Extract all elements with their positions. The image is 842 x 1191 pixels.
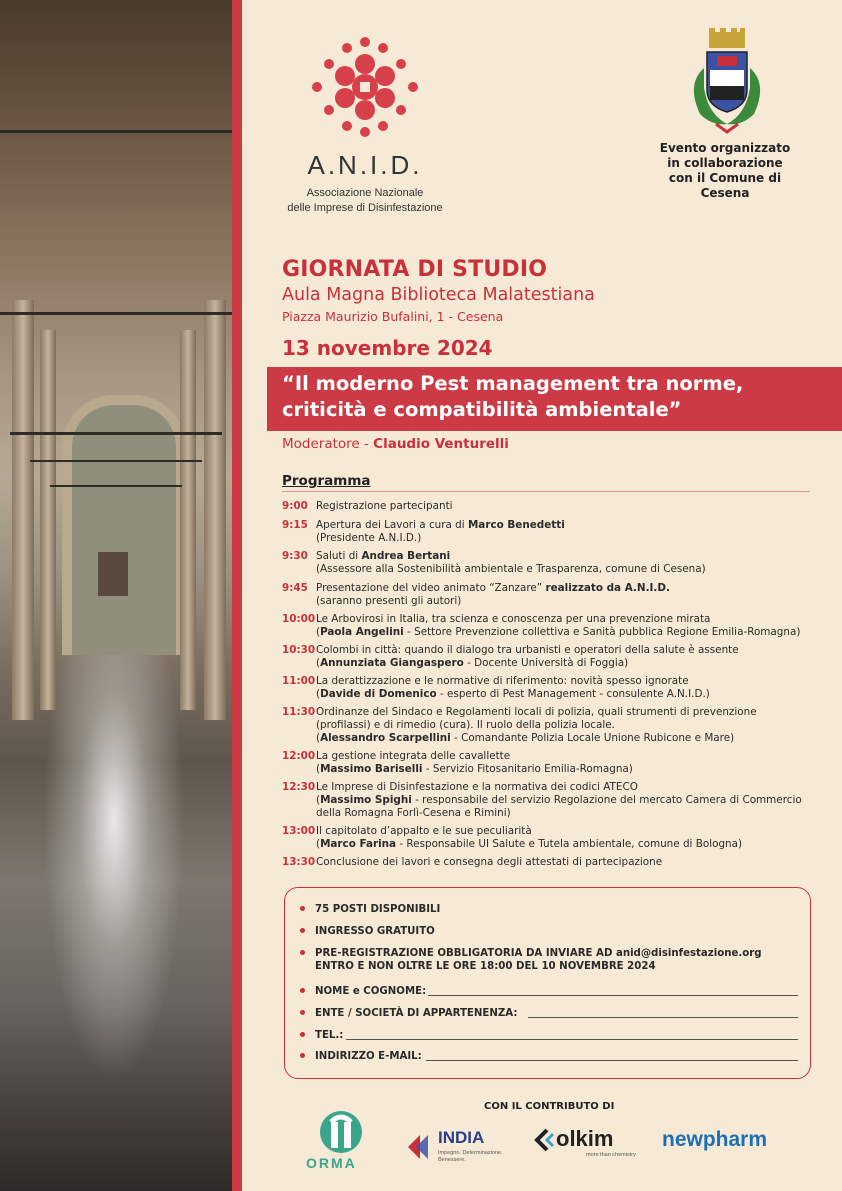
phone-field-line[interactable] <box>346 1039 798 1040</box>
form-field-email <box>300 1050 422 1063</box>
program-speaker: Andrea Bertani <box>361 550 451 562</box>
bullet-icon <box>300 1032 305 1037</box>
anid-subtitle-2: delle Imprese di Disinfestazione <box>287 202 443 214</box>
india-tagline: Impegno. Determinazione. Benessere. <box>438 1150 503 1163</box>
ceiling-beam <box>0 130 232 133</box>
program-speaker: Massimo Bariselli <box>320 763 423 775</box>
wall-painting <box>98 552 128 596</box>
kolkim-label: olkim <box>556 1126 614 1151</box>
bullet-icon <box>300 1053 305 1058</box>
moderator-label: Moderatore - <box>282 436 374 452</box>
program-time: 9:15 <box>282 519 308 531</box>
email-field-label: INDIRIZZO E-MAIL: <box>315 1051 422 1062</box>
seats-available: 75 POSTI DISPONIBILI <box>315 904 441 915</box>
registration-item <box>300 947 762 973</box>
cesena-coat-of-arms-icon <box>682 28 772 136</box>
program-text: Colombi in città: quando il dialogo tra urbanisti e operatori della salute è assente <box>316 644 739 656</box>
column-left-1 <box>12 300 34 720</box>
program-text: Ordinanze del Sindaco e Regolamenti locali di polizia, quali strumenti di prevenzione <box>316 706 757 718</box>
program-text: Presentazione del video animato “Zanzare” <box>316 582 546 594</box>
program-role: (Presidente A.N.I.D.) <box>316 532 422 544</box>
orma-label: ORMA <box>306 1155 357 1171</box>
program-text: Le Arbovirosi in Italia, tra scienza e conoscenza per una prevenzione mirata <box>316 613 711 625</box>
free-entry: INGRESSO GRATUITO <box>315 926 435 937</box>
program-text: (profilassi) e di rimedio (cura). Il ruolo della polizia locale. <box>316 719 615 731</box>
kolkim-tagline: more than chemistry <box>586 1152 636 1158</box>
moderator <box>282 436 509 452</box>
kolkim-logo-icon <box>533 1128 555 1152</box>
program-speaker: realizzato da A.N.I.D. <box>545 582 670 594</box>
program-time: 9:30 <box>282 550 308 562</box>
program-speaker: Marco Benedetti <box>467 519 565 531</box>
program-time: 13:30 <box>282 856 316 868</box>
program-speaker: Davide di Domenico <box>320 688 437 700</box>
moderator-name: Claudio Venturelli <box>373 436 509 452</box>
name-field-label: NOME e COGNOME: <box>315 986 427 997</box>
organizer-note <box>650 141 800 201</box>
program-text: La derattizzazione e le normative di riferimento: novità spesso ignorate <box>316 675 689 687</box>
program-heading: Programma <box>282 473 371 489</box>
program-role: (saranno presenti gli autori) <box>316 595 462 607</box>
program-role: - Responsabile UI Salute e Tutela ambientale, comune di Bologna) <box>396 838 743 850</box>
program-text: Saluti di <box>316 550 362 562</box>
organizer-line-1: Evento organizzato <box>659 141 791 155</box>
preregistration-deadline: ENTRO E NON OLTRE LE ORE 18:00 DEL 10 NOVEMBRE 2024 <box>315 961 656 972</box>
india-label: INDIA <box>438 1128 485 1147</box>
registration-item <box>300 925 435 938</box>
organizer-line-3: con il Comune di Cesena <box>668 171 782 200</box>
preregistration-note: PRE-REGISTRAZIONE OBBLIGATORIA DA INVIARE AD anid@disinfestazione.org <box>315 948 762 959</box>
bullet-icon <box>300 950 305 955</box>
program-role: - Docente Università di Foggia) <box>463 657 629 669</box>
program-time: 10:00 <box>282 613 316 625</box>
ceiling-beam <box>30 460 202 462</box>
program-text: Conclusione dei lavori e consegna degli attestati di partecipazione <box>316 856 663 868</box>
program-role: - responsabile del servizio Regolazione del mercato Camera di Commercio <box>411 794 802 806</box>
bullet-icon <box>300 906 305 911</box>
ceiling-beam <box>0 312 232 315</box>
program-text: La gestione integrata delle cavallette <box>316 750 511 762</box>
program-text: Le Imprese di Disinfestazione e la normativa dei codici ATECO <box>316 781 638 793</box>
library-corridor-photo <box>0 0 232 1191</box>
program-time: 9:00 <box>282 500 308 512</box>
orma-logo-icon <box>318 1110 364 1154</box>
red-divider <box>232 0 242 1191</box>
organization-field-label: ENTE / SOCIETÀ DI APPARTENENZA: <box>315 1008 518 1019</box>
program-role: della Romagna Forlì-Cesena e Rimini) <box>316 807 511 819</box>
india-logo-icon <box>406 1130 440 1164</box>
program-speaker: Massimo Spighi <box>320 794 412 806</box>
program-speaker: Marco Farina <box>320 838 397 850</box>
program-divider <box>282 491 810 492</box>
name-field-line[interactable] <box>428 995 798 996</box>
program-text: Apertura dei Lavori a cura di <box>316 519 468 531</box>
column-left-2 <box>40 330 56 710</box>
form-field-phone <box>300 1029 343 1042</box>
program-role: (Assessore alla Sostenibilità ambientale e Trasparenza, comune di Cesena) <box>316 563 706 575</box>
newpharm-label: newpharm <box>662 1128 768 1151</box>
event-venue: Aula Magna Biblioteca Malatestiana <box>282 285 595 305</box>
topic-banner <box>267 367 842 431</box>
topic-line-2: criticità e compatibilità ambientale” <box>282 398 682 421</box>
email-field-line[interactable] <box>426 1060 798 1061</box>
event-title: GIORNATA DI STUDIO <box>282 257 548 282</box>
ceiling-beam <box>10 432 222 435</box>
form-field-name <box>300 985 426 998</box>
registration-item <box>300 903 440 916</box>
bullet-icon <box>300 1010 305 1015</box>
event-address: Piazza Maurizio Bufalini, 1 - Cesena <box>282 309 504 324</box>
organizer-line-2: in collaborazione <box>667 156 783 170</box>
program-time: 9:45 <box>282 582 308 594</box>
program-text: Il capitolato d’appalto e le sue peculiarità <box>316 825 532 837</box>
sponsors-heading: CON IL CONTRIBUTO DI <box>484 1101 615 1112</box>
program-role: - esperto di Pest Management - consulente A.N.I.D.) <box>436 688 710 700</box>
bullet-icon <box>300 928 305 933</box>
program-speaker: Alessandro Scarpellini <box>320 732 451 744</box>
program-role: - Servizio Fitosanitario Emilia-Romagna) <box>422 763 633 775</box>
form-field-organization <box>300 1007 517 1020</box>
program-role: - Comandante Polizia Locale Unione Rubicone e Mare) <box>450 732 735 744</box>
column-right-1 <box>204 300 226 720</box>
ceiling-beam <box>50 485 182 487</box>
program-time: 12:00 <box>282 750 316 762</box>
topic-line-1: “Il moderno Pest management tra norme, <box>282 372 744 395</box>
column-right-2 <box>180 330 196 710</box>
program-time: 11:30 <box>282 706 316 718</box>
program-time: 11:00 <box>282 675 316 687</box>
event-date: 13 novembre 2024 <box>282 336 493 360</box>
program-text: Registrazione partecipanti <box>316 500 453 512</box>
program-time: 13:00 <box>282 825 316 837</box>
anid-subtitle-1: Associazione Nazionale <box>306 187 424 199</box>
phone-field-label: TEL.: <box>315 1030 344 1041</box>
program-speaker: Annunziata Giangaspero <box>320 657 464 669</box>
program-speaker: Paola Angelini <box>320 626 404 638</box>
organization-field-line[interactable] <box>528 1017 798 1018</box>
program-time: 12:30 <box>282 781 316 793</box>
program-role: - Settore Prevenzione collettiva e Sanità pubblica Regione Emilia-Romagna) <box>403 626 801 638</box>
program-time: 10:30 <box>282 644 316 656</box>
anid-logo-icon <box>305 34 425 140</box>
anid-title: A.N.I.D. <box>307 150 423 180</box>
bullet-icon <box>300 988 305 993</box>
